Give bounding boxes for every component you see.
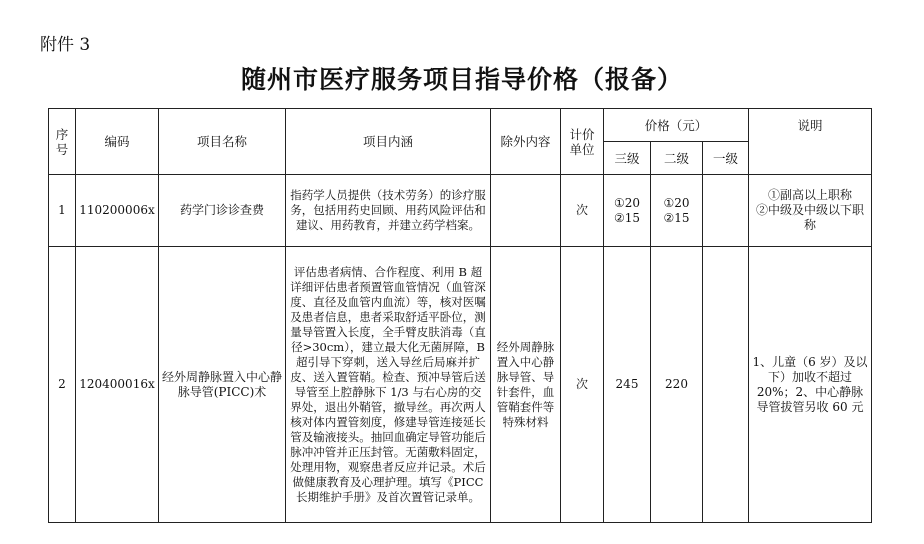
row-note: 1、儿童（6 岁）及以下）加收不超过 20%；2、中心静脉导管拔管另收 60 元 <box>749 247 872 523</box>
row-note <box>749 175 872 247</box>
table-row <box>49 247 872 523</box>
price-line: ①20 <box>613 195 641 210</box>
page-title: 随州市医疗服务项目指导价格（报备） <box>240 65 683 94</box>
price-line: ①20 <box>663 195 690 210</box>
row-level2-price: 220 <box>651 247 703 523</box>
header-code: 编码 <box>76 109 159 175</box>
table-row <box>49 175 872 247</box>
header-excluded: 除外内容 <box>491 109 561 175</box>
note-line: ①副高以上职称 <box>767 188 852 202</box>
header-unit: 计价单位 <box>561 109 604 175</box>
header-note: 说明 <box>749 109 872 175</box>
row-level3-price: 245 <box>604 247 651 523</box>
row-seq: 2 <box>49 247 76 523</box>
row-unit: 次 <box>561 175 604 247</box>
row-level1-price <box>703 247 749 523</box>
row-content: 评估患者病情、合作程度、利用 B 超详细评估患者预置管血管情况（血管深度、直径及血管内血流）等，核对医嘱及患者信息，患者采取舒适平卧位，测量导管置入长度，全手臂皮肤消毒（直径>30cm），建立最大化无菌屏障，B 超引导下穿刺，送入导丝后局麻并扩皮、送入置管鞘。检查、预冲导管后送导管至上腔静脉下 1/3 与右心房的交界处，退出外鞘管，撤导丝。再次两人核对体内置管刻度，修建导管连接延长管及输液接头。抽回血确定导管功能后脉冲冲管并正压封管。无菌敷料固定，处理用物，观察患者反应并记录。术后做健康教育及心理护理。填写《PICC 长期维护手册》及首次置管记录单。 <box>286 247 491 523</box>
row-level1-price <box>703 175 749 247</box>
header-seq: 序号 <box>49 109 76 175</box>
row-level3-price <box>604 175 651 247</box>
row-content: 指药学人员提供（技术劳务）的诊疗服务，包括用药史回顾、用药风险评估和建议、用药教育，并建立药学档案。 <box>286 175 491 247</box>
note-line: ②中级及中级以下职称 <box>755 203 864 232</box>
row-excluded <box>491 175 561 247</box>
header-name: 项目名称 <box>159 109 286 175</box>
header-content: 项目内涵 <box>286 109 491 175</box>
header-row <box>49 109 872 142</box>
row-excluded: 经外周静脉置入中心静脉导管、导针套件，血管鞘套件等特殊材料 <box>491 247 561 523</box>
row-name: 经外周静脉置入中心静脉导管(PICC)术 <box>159 247 286 523</box>
attachment-label: 附件 3 <box>40 35 91 55</box>
row-name: 药学门诊诊查费 <box>159 175 286 247</box>
price-table <box>48 108 872 523</box>
row-unit: 次 <box>561 247 604 523</box>
header-level3: 三级 <box>604 142 651 175</box>
header-level2: 二级 <box>651 142 703 175</box>
header-price: 价格（元） <box>604 109 749 142</box>
row-seq: 1 <box>49 175 76 247</box>
row-code: 120400016x <box>76 247 159 523</box>
price-line: ②15 <box>663 210 690 225</box>
header-level1: 一级 <box>703 142 749 175</box>
row-level2-price <box>651 175 703 247</box>
row-code: 110200006x <box>76 175 159 247</box>
price-line: ②15 <box>613 210 641 225</box>
